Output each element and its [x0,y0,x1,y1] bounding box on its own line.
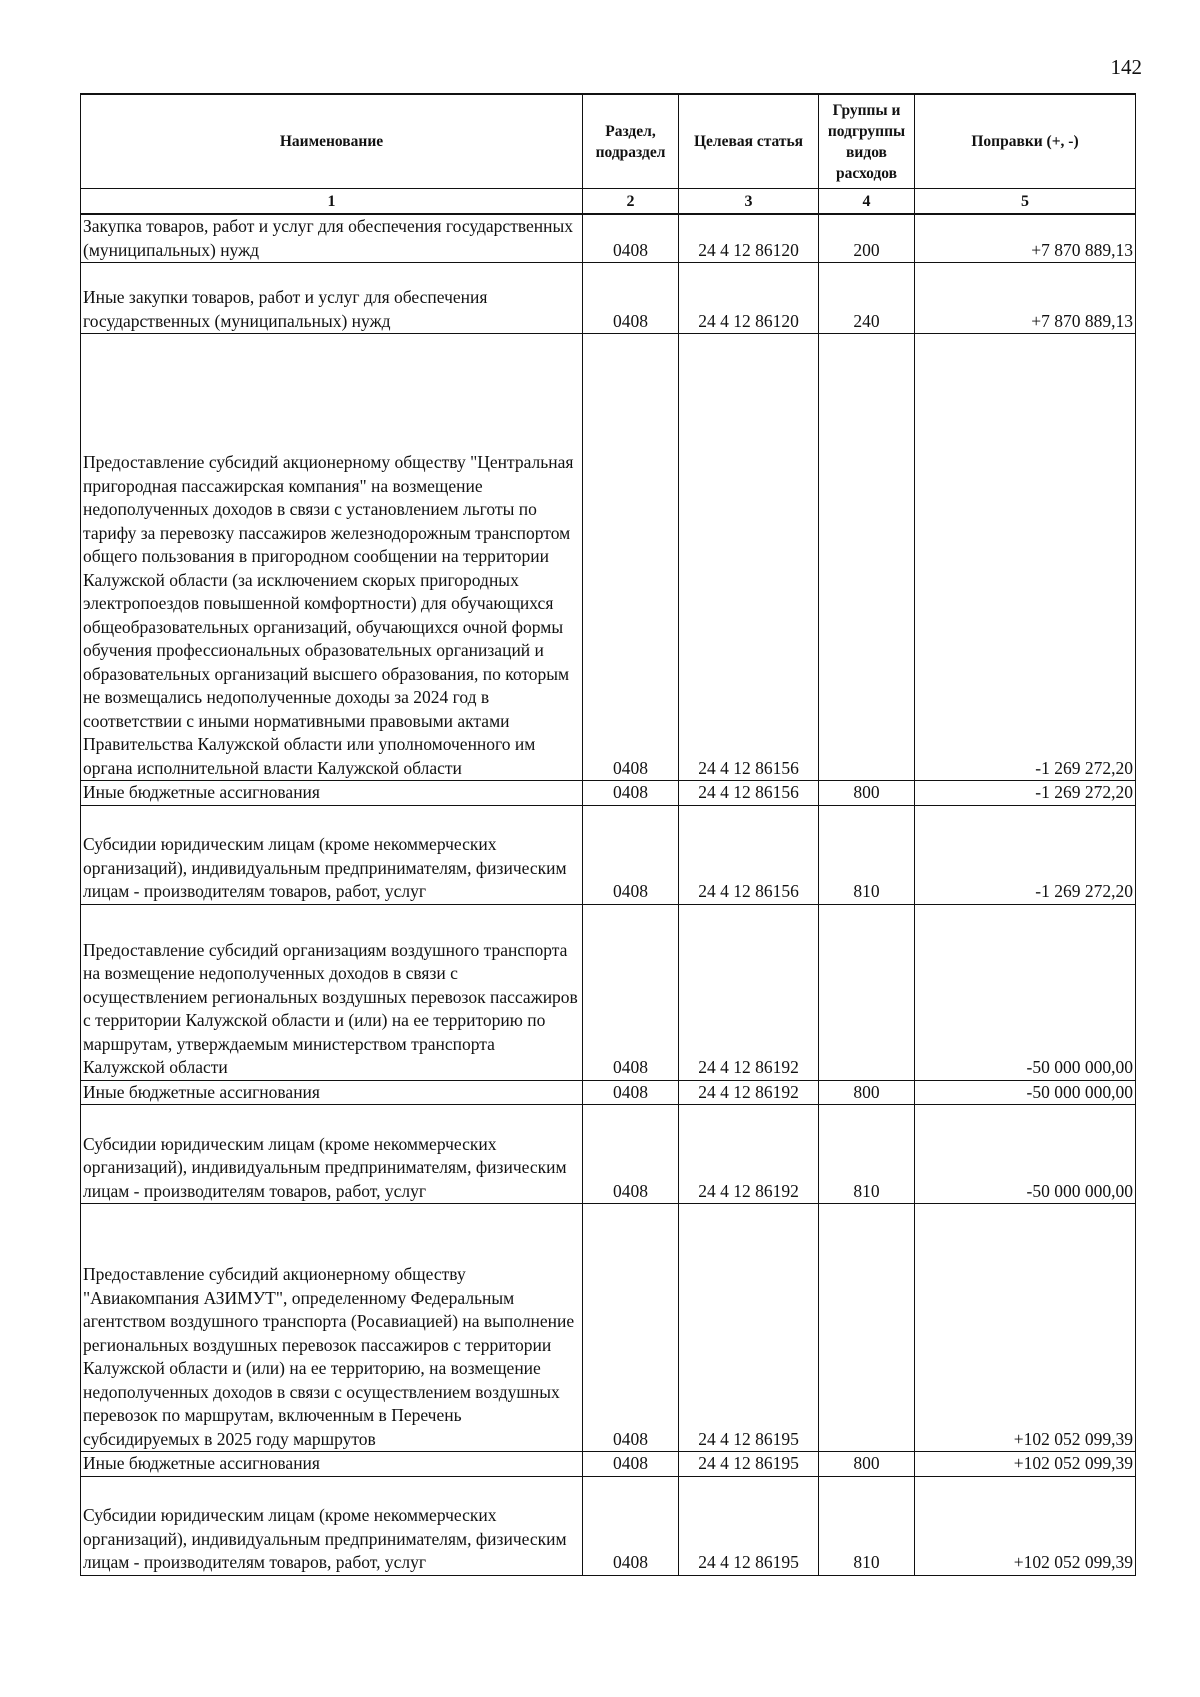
row-section: 0408 [583,1080,679,1105]
row-target: 24 4 12 86195 [679,1452,819,1477]
row-name: Предоставление субсидий организациям воздушного транспорта на возмещение недополученных доходов в связи с осуществлением региональных воздушных перевозок пассажиров с территории Калужской области и (или) на ее территорию по маршрутам, утверждаемым министерством транспорта Калужской области [81,904,583,1080]
row-group [819,904,915,1080]
table-row [81,334,1136,781]
row-section: 0408 [583,263,679,334]
table-row [81,781,1136,806]
row-target: 24 4 12 86156 [679,334,819,781]
header-name: Наименование [81,94,583,189]
row-name: Субсидии юридическим лицам (кроме некоммерческих организаций), индивидуальным предпринимателям, физическим лицам - производителям товаров, работ, услуг [81,805,583,904]
row-group: 800 [819,1080,915,1105]
header-amendments: Поправки (+, -) [915,94,1136,189]
row-section: 0408 [583,334,679,781]
row-name: Предоставление субсидий акционерному обществу "Центральная пригородная пассажирская компания" на возмещение недополученных доходов в связи с установлением льготы по тарифу за перевозку пассажиров железнодорожным транспортом общего пользования в пригородном сообщении на территории Калужской области (за исключением скорых пригородных электропоездов повышенной комфортности) для обучающихся общеобразовательных организаций, обучающихся очной формы обучения профессиональных образовательных организаций и образовательных организаций высшего образования, по которым не возмещались недополученные доходы за 2024 год в соответствии с иными нормативными правовыми актами Правительства Калужской области или уполномоченного им органа исполнительной власти Калужской области [81,334,583,781]
row-name: Предоставление субсидий акционерному обществу "Авиакомпания АЗИМУТ", определенному Федеральным агентством воздушного транспорта (Росавиацией) на выполнение региональных воздушных перевозок пассажиров с территории Калужской области и (или) на ее территорию, на возмещение недополученных доходов в связи с осуществлением воздушных перевозок по маршрутам, включенным в Перечень субсидируемых в 2025 году маршрутов [81,1204,583,1452]
row-section: 0408 [583,781,679,806]
table-row [81,1080,1136,1105]
row-target: 24 4 12 86192 [679,904,819,1080]
row-section: 0408 [583,214,679,263]
row-group: 810 [819,805,915,904]
row-section: 0408 [583,1452,679,1477]
row-name: Иные бюджетные ассигнования [81,781,583,806]
row-name: Иные бюджетные ассигнования [81,1452,583,1477]
row-amount: +7 870 889,13 [915,263,1136,334]
row-target: 24 4 12 86195 [679,1204,819,1452]
row-target: 24 4 12 86156 [679,805,819,904]
row-amount: -50 000 000,00 [915,1105,1136,1204]
row-amount: +102 052 099,39 [915,1204,1136,1452]
page-number: 142 [1110,55,1142,79]
row-section: 0408 [583,1105,679,1204]
column-number: 5 [915,189,1136,215]
header-section: Раздел, подраздел [583,94,679,189]
table-row [81,1204,1136,1452]
column-number-row [81,189,1136,215]
header-groups: Группы и подгруппы видов расходов [819,94,915,189]
table-header-row [81,94,1136,189]
row-amount: +102 052 099,39 [915,1452,1136,1477]
table-row [81,214,1136,263]
row-amount: -1 269 272,20 [915,334,1136,781]
row-name: Субсидии юридическим лицам (кроме некоммерческих организаций), индивидуальным предпринимателям, физическим лицам - производителям товаров, работ, услуг [81,1105,583,1204]
row-name: Субсидии юридическим лицам (кроме некоммерческих организаций), индивидуальным предпринимателям, физическим лицам - производителям товаров, работ, услуг [81,1476,583,1575]
table-row [81,263,1136,334]
row-target: 24 4 12 86120 [679,263,819,334]
row-amount: -1 269 272,20 [915,781,1136,806]
row-section: 0408 [583,904,679,1080]
row-amount: -50 000 000,00 [915,1080,1136,1105]
table-row [81,1476,1136,1575]
row-amount: -1 269 272,20 [915,805,1136,904]
row-group: 240 [819,263,915,334]
row-group: 200 [819,214,915,263]
row-group [819,1204,915,1452]
row-group [819,334,915,781]
column-number: 2 [583,189,679,215]
row-amount: -50 000 000,00 [915,904,1136,1080]
row-target: 24 4 12 86192 [679,1105,819,1204]
row-target: 24 4 12 86120 [679,214,819,263]
row-section: 0408 [583,1476,679,1575]
row-name: Иные бюджетные ассигнования [81,1080,583,1105]
header-target: Целевая статья [679,94,819,189]
column-number: 1 [81,189,583,215]
budget-amendments-table [80,93,1136,1576]
row-amount: +102 052 099,39 [915,1476,1136,1575]
row-group: 800 [819,1452,915,1477]
column-number: 4 [819,189,915,215]
row-name: Иные закупки товаров, работ и услуг для обеспечения государственных (муниципальных) нужд [81,263,583,334]
row-amount: +7 870 889,13 [915,214,1136,263]
column-number: 3 [679,189,819,215]
row-group: 800 [819,781,915,806]
row-group: 810 [819,1476,915,1575]
table-row [81,1452,1136,1477]
table-row [81,904,1136,1080]
row-target: 24 4 12 86195 [679,1476,819,1575]
row-section: 0408 [583,1204,679,1452]
row-target: 24 4 12 86156 [679,781,819,806]
row-group: 810 [819,1105,915,1204]
row-section: 0408 [583,805,679,904]
row-target: 24 4 12 86192 [679,1080,819,1105]
table-row [81,805,1136,904]
table-row [81,1105,1136,1204]
row-name: Закупка товаров, работ и услуг для обеспечения государственных (муниципальных) нужд [81,214,583,263]
